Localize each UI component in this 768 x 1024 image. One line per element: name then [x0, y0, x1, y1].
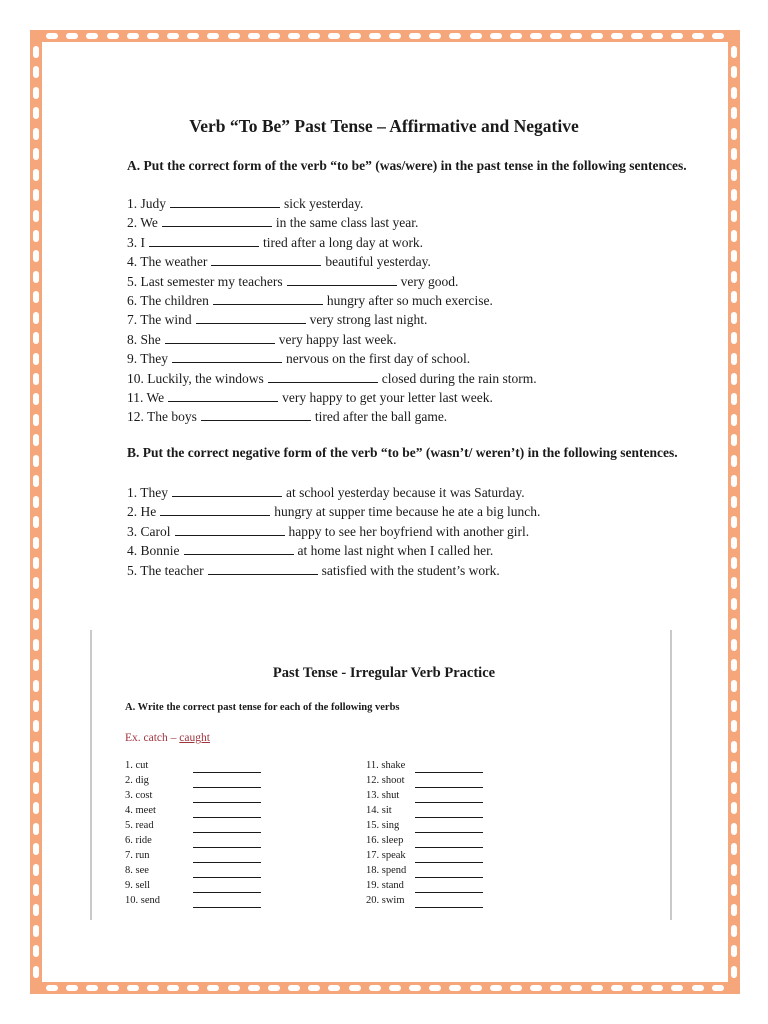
- border-dot: [712, 33, 724, 39]
- sentence-end: very strong last night.: [309, 312, 428, 328]
- border-dot: [33, 66, 39, 78]
- border-dot: [33, 210, 39, 222]
- border-dot: [46, 33, 58, 39]
- border-dot: [33, 904, 39, 916]
- border-dot: [33, 741, 39, 753]
- sentence-row: [127, 371, 537, 387]
- border-dot: [147, 985, 159, 991]
- border-dot: [731, 904, 737, 916]
- verb-answer-blank[interactable]: [415, 907, 483, 908]
- border-dot: [248, 33, 260, 39]
- sentence-end: very happy to get your letter last week.: [282, 390, 493, 405]
- sentence-end: happy to see her boyfriend with another girl.: [288, 523, 530, 539]
- sentence-start: 4. Bonnie: [127, 543, 180, 559]
- example-answer: caught: [179, 732, 210, 744]
- border-dot: [731, 884, 737, 896]
- border-dot: [33, 925, 39, 937]
- sentence-start: 3. I: [127, 234, 145, 250]
- sentence-start: 4. The weather: [127, 254, 208, 270]
- irregular-verb-title: Past Tense - Irregular Verb Practice: [272, 665, 496, 681]
- sentence-start: 5. The teacher: [127, 562, 204, 578]
- border-dot: [33, 148, 39, 160]
- sentence-end: in the same class last year.: [275, 215, 419, 231]
- border-dot: [591, 985, 603, 991]
- border-dot: [33, 332, 39, 344]
- border-dot: [33, 945, 39, 957]
- border-dot: [671, 985, 683, 991]
- border-dot: [530, 985, 542, 991]
- border-dot: [308, 33, 320, 39]
- sentence-start: 9. They: [127, 351, 168, 367]
- border-dot: [107, 985, 119, 991]
- sentence-row: [127, 543, 493, 559]
- verb-label: 17. speak: [366, 850, 406, 861]
- border-dot: [33, 46, 39, 58]
- border-dot: [731, 250, 737, 262]
- example-prefix: Ex. catch –: [125, 732, 180, 744]
- border-dot: [228, 985, 240, 991]
- sentence-row: [127, 351, 470, 367]
- sentence-end: closed during the rain storm.: [381, 370, 537, 386]
- answer-blank[interactable]: [175, 524, 285, 536]
- border-dot: [611, 33, 623, 39]
- border-dot: [731, 925, 737, 937]
- border-dot: [490, 985, 502, 991]
- sentence-row: [127, 485, 525, 501]
- border-dot: [33, 700, 39, 712]
- verb-answer-blank[interactable]: [415, 832, 483, 833]
- border-dot: [33, 884, 39, 896]
- sentence-start: 12. The boys: [127, 409, 197, 425]
- verb-answer-blank[interactable]: [193, 832, 261, 833]
- border-dot: [731, 761, 737, 773]
- border-dot: [33, 353, 39, 365]
- border-dot: [167, 33, 179, 39]
- verb-label: 1. cut: [125, 760, 149, 771]
- sentence-row: [127, 254, 431, 270]
- sentence-row: [127, 215, 418, 231]
- border-dot: [570, 985, 582, 991]
- verb-answer-blank[interactable]: [415, 847, 483, 848]
- border-dot: [33, 475, 39, 487]
- verb-label: 20. swim: [366, 895, 405, 906]
- sentence-row: [127, 312, 427, 328]
- border-dot: [349, 985, 361, 991]
- answer-blank[interactable]: [172, 351, 282, 363]
- border-dot: [349, 33, 361, 39]
- border-dots-bottom: [46, 984, 724, 992]
- border-dot: [409, 985, 421, 991]
- verb-answer-blank[interactable]: [415, 802, 483, 803]
- border-dot: [33, 598, 39, 610]
- answer-blank[interactable]: [213, 293, 323, 305]
- border-dot: [631, 33, 643, 39]
- border-dot: [731, 700, 737, 712]
- border-dot: [731, 332, 737, 344]
- border-dot: [731, 353, 737, 365]
- section-a-heading: A. Put the correct form of the verb “to be” (was/were) in the past tense in the following sentences.: [127, 158, 687, 173]
- border-dot: [550, 33, 562, 39]
- answer-blank[interactable]: [287, 274, 397, 286]
- border-dot: [33, 393, 39, 405]
- verb-answer-blank[interactable]: [193, 892, 261, 893]
- border-dot: [288, 985, 300, 991]
- verb-label: 5. read: [125, 820, 154, 831]
- answer-blank[interactable]: [168, 390, 278, 402]
- border-dot: [731, 945, 737, 957]
- border-dot: [731, 87, 737, 99]
- verb-label: 14. sit: [366, 805, 392, 816]
- sentence-end: beautiful yesterday.: [325, 254, 431, 270]
- border-dot: [731, 393, 737, 405]
- sentence-end: very happy last week.: [278, 331, 397, 347]
- border-dot: [731, 373, 737, 385]
- answer-blank[interactable]: [172, 485, 282, 497]
- sentence-row: [127, 235, 423, 251]
- border-dot: [33, 169, 39, 181]
- border-dot: [207, 985, 219, 991]
- border-dot: [731, 966, 737, 978]
- border-dot: [731, 230, 737, 242]
- verb-answer-blank[interactable]: [193, 847, 261, 848]
- sentence-start: 2. He: [127, 504, 157, 520]
- verb-label: 8. see: [125, 865, 149, 876]
- border-dot: [33, 455, 39, 467]
- verb-answer-blank[interactable]: [193, 802, 261, 803]
- border-dot: [611, 985, 623, 991]
- border-dot: [369, 33, 381, 39]
- verb-label: 16. sleep: [366, 835, 404, 846]
- border-dot: [530, 33, 542, 39]
- border-dot: [127, 33, 139, 39]
- border-dot: [147, 33, 159, 39]
- border-dot: [33, 189, 39, 201]
- verb-answer-blank[interactable]: [415, 787, 483, 788]
- border-dot: [731, 271, 737, 283]
- verb-label: 7. run: [125, 850, 150, 861]
- border-dot: [470, 985, 482, 991]
- border-dot: [731, 291, 737, 303]
- verb-answer-blank[interactable]: [193, 907, 261, 908]
- sentence-start: 7. The wind: [127, 312, 192, 328]
- border-dot: [731, 557, 737, 569]
- border-dot: [731, 66, 737, 78]
- border-dot: [167, 985, 179, 991]
- border-dot: [550, 985, 562, 991]
- answer-blank[interactable]: [184, 543, 294, 555]
- border-dot: [429, 985, 441, 991]
- verb-label: 11. shake: [366, 760, 406, 771]
- answer-blank[interactable]: [160, 504, 270, 516]
- border-dot: [731, 496, 737, 508]
- border-dot: [33, 87, 39, 99]
- border-dot: [33, 271, 39, 283]
- border-dot: [692, 985, 704, 991]
- border-dot: [591, 33, 603, 39]
- sentence-row: [127, 293, 493, 309]
- border-dot: [33, 434, 39, 446]
- sentence-row: [127, 332, 396, 348]
- border-dot: [248, 985, 260, 991]
- border-dot: [33, 373, 39, 385]
- sentence-start: 1. They: [127, 485, 168, 500]
- sentence-start: 3. Carol: [127, 523, 171, 539]
- sentence-start: 11. We: [127, 390, 165, 405]
- border-dot: [449, 985, 461, 991]
- border-dots-top: [46, 32, 724, 40]
- border-dot: [731, 46, 737, 58]
- border-dot: [651, 985, 663, 991]
- answer-blank[interactable]: [170, 196, 280, 208]
- border-dot: [107, 33, 119, 39]
- border-dot: [731, 741, 737, 753]
- border-dots-left: [32, 46, 40, 978]
- verb-answer-blank[interactable]: [415, 862, 483, 863]
- verb-label: 13. shut: [366, 790, 400, 801]
- border-dot: [671, 33, 683, 39]
- border-dot: [570, 33, 582, 39]
- border-dot: [731, 189, 737, 201]
- answer-blank[interactable]: [162, 215, 272, 227]
- border-dot: [731, 148, 737, 160]
- border-dot: [470, 33, 482, 39]
- answer-blank[interactable]: [268, 371, 378, 383]
- border-dot: [731, 823, 737, 835]
- sentence-start: 10. Luckily, the windows: [127, 370, 264, 386]
- verb-label: 12. shoot: [366, 775, 405, 786]
- verb-answer-blank[interactable]: [193, 877, 261, 878]
- border-dot: [731, 864, 737, 876]
- sentence-end: nervous on the first day of school.: [286, 351, 471, 367]
- border-dot: [731, 516, 737, 528]
- border-dot: [268, 33, 280, 39]
- answer-blank[interactable]: [208, 563, 318, 575]
- border-dot: [731, 843, 737, 855]
- sentence-row: [127, 196, 363, 212]
- verb-label: 9. sell: [125, 880, 151, 891]
- border-dot: [33, 618, 39, 630]
- border-dot: [731, 598, 737, 610]
- border-dot: [288, 33, 300, 39]
- border-dot: [731, 475, 737, 487]
- verb-label: 10. send: [125, 895, 160, 906]
- sentence-start: 2. We: [127, 215, 158, 231]
- border-dot: [651, 33, 663, 39]
- border-dot: [731, 802, 737, 814]
- verb-answer-blank[interactable]: [193, 787, 261, 788]
- border-dot: [33, 291, 39, 303]
- border-dot: [731, 618, 737, 630]
- border-dots-right: [730, 46, 738, 978]
- sentence-row: [127, 563, 500, 579]
- sentence-row: [127, 524, 529, 540]
- verb-label: 15. sing: [366, 820, 400, 831]
- sentence-end: very good.: [400, 273, 459, 289]
- verb-label: 4. meet: [125, 805, 156, 816]
- border-dot: [731, 169, 737, 181]
- sentence-end: hungry after so much exercise.: [326, 293, 493, 308]
- border-dot: [33, 761, 39, 773]
- verb-answer-blank[interactable]: [415, 817, 483, 818]
- border-dot: [731, 720, 737, 732]
- border-dot: [33, 516, 39, 528]
- border-dot: [187, 33, 199, 39]
- border-dot: [66, 33, 78, 39]
- border-dot: [510, 985, 522, 991]
- border-dot: [33, 230, 39, 242]
- border-dot: [33, 639, 39, 651]
- border-dot: [328, 33, 340, 39]
- border-dot: [33, 414, 39, 426]
- border-dot: [33, 496, 39, 508]
- border-dot: [33, 864, 39, 876]
- sentence-row: [127, 409, 447, 425]
- border-dot: [207, 33, 219, 39]
- sentence-end: hungry at supper time because he ate a big lunch.: [274, 504, 541, 520]
- border-dot: [731, 537, 737, 549]
- sentence-start: 5. Last semester my teachers: [127, 273, 283, 289]
- verb-answer-blank[interactable]: [193, 817, 261, 818]
- sentence-end: at home last night when I called her.: [297, 543, 494, 559]
- border-dot: [389, 985, 401, 991]
- sentence-row: [127, 390, 493, 406]
- border-dot: [389, 33, 401, 39]
- verb-answer-blank[interactable]: [415, 877, 483, 878]
- border-dot: [712, 985, 724, 991]
- border-dot: [33, 966, 39, 978]
- border-dot: [127, 985, 139, 991]
- verb-label: 2. dig: [125, 775, 149, 786]
- border-dot: [731, 210, 737, 222]
- sentence-start: 8. She: [127, 331, 161, 347]
- border-dot: [33, 802, 39, 814]
- border-dot: [33, 577, 39, 589]
- border-dot: [66, 985, 78, 991]
- border-dot: [33, 537, 39, 549]
- sentence-end: tired after the ball game.: [314, 409, 448, 425]
- border-dot: [328, 985, 340, 991]
- border-dot: [33, 823, 39, 835]
- sentence-row: [127, 274, 458, 290]
- verb-answer-blank[interactable]: [193, 862, 261, 863]
- sentence-start: 6. The children: [127, 293, 209, 308]
- border-dot: [731, 434, 737, 446]
- example-line: [125, 732, 210, 744]
- border-dot: [731, 414, 737, 426]
- sentence-end: satisfied with the student’s work.: [321, 562, 500, 578]
- border-dot: [692, 33, 704, 39]
- border-dot: [86, 33, 98, 39]
- sentence-end: sick yesterday.: [284, 196, 364, 211]
- border-dot: [33, 557, 39, 569]
- sentence-row: [127, 504, 540, 520]
- border-dot: [228, 33, 240, 39]
- border-dot: [731, 639, 737, 651]
- border-dot: [308, 985, 320, 991]
- answer-blank[interactable]: [149, 235, 259, 247]
- verb-answer-blank[interactable]: [415, 892, 483, 893]
- border-dot: [33, 843, 39, 855]
- border-dot: [429, 33, 441, 39]
- border-dot: [268, 985, 280, 991]
- border-dot: [731, 782, 737, 794]
- answer-blank[interactable]: [211, 254, 321, 266]
- sentence-end: at school yesterday because it was Saturday.: [286, 485, 525, 500]
- border-dot: [33, 782, 39, 794]
- verb-answer-blank[interactable]: [193, 772, 261, 773]
- worksheet-title: Verb “To Be” Past Tense – Affirmative and Negative: [189, 116, 579, 136]
- answer-blank[interactable]: [201, 409, 311, 421]
- border-dot: [187, 985, 199, 991]
- verb-label: 18. spend: [366, 865, 407, 876]
- border-dot: [631, 985, 643, 991]
- border-dot: [490, 33, 502, 39]
- border-dot: [409, 33, 421, 39]
- verb-label: 19. stand: [366, 880, 404, 891]
- answer-blank[interactable]: [196, 312, 306, 324]
- border-dot: [33, 720, 39, 732]
- border-dot: [86, 985, 98, 991]
- border-dot: [369, 985, 381, 991]
- answer-blank[interactable]: [165, 332, 275, 344]
- border-dot: [46, 985, 58, 991]
- border-dot: [510, 33, 522, 39]
- sentence-start: 1. Judy: [127, 196, 167, 211]
- verb-answer-blank[interactable]: [415, 772, 483, 773]
- border-dot: [449, 33, 461, 39]
- border-dot: [731, 577, 737, 589]
- section-b-heading: B. Put the correct negative form of the verb “to be” (wasn’t/ weren’t) in the following sentences.: [127, 445, 678, 460]
- irregular-verb-heading: A. Write the correct past tense for each of the following verbs: [125, 702, 400, 713]
- border-dot: [33, 250, 39, 262]
- border-dot: [33, 312, 39, 324]
- verb-label: 3. cost: [125, 790, 153, 801]
- sentence-end: tired after a long day at work.: [263, 234, 424, 250]
- border-dot: [731, 455, 737, 467]
- verb-label: 6. ride: [125, 835, 152, 846]
- border-dot: [731, 312, 737, 324]
